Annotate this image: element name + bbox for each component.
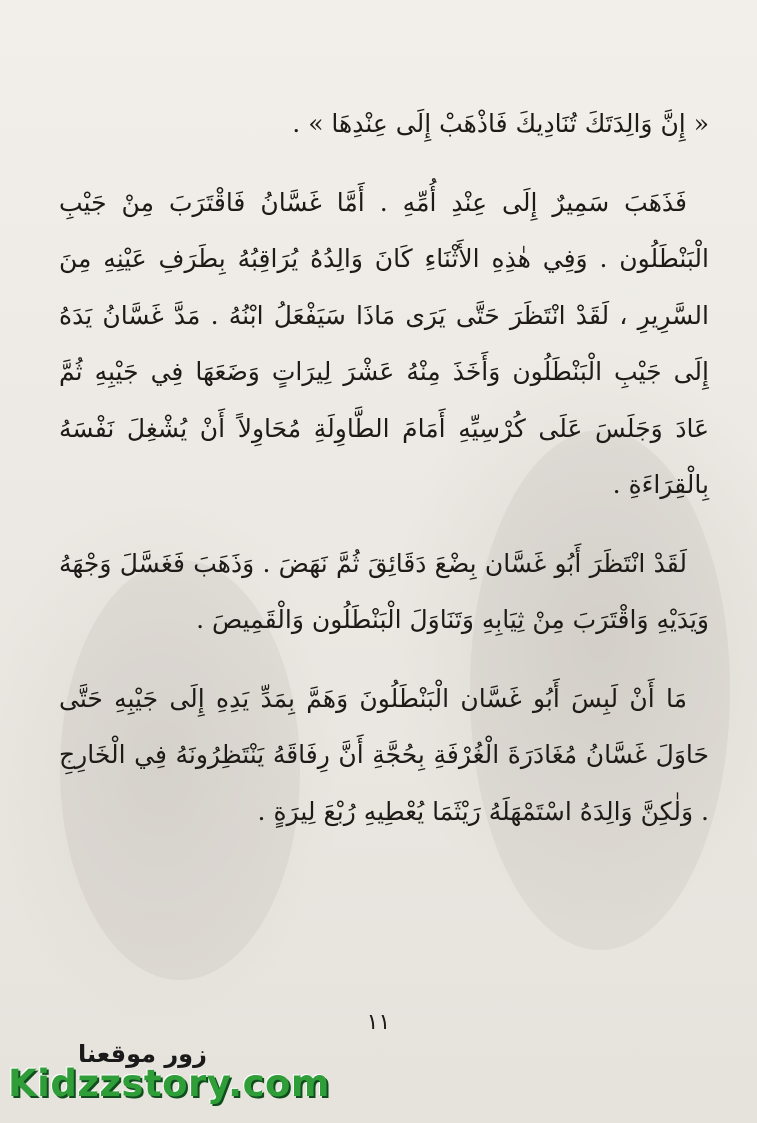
paragraph-4: مَا أَنْ لَبِسَ أَبُو غَسَّان الْبَنْطَلُونَ وَهَمَّ بِمَدِّ يَدِهِ إِلَى جَيْبِهِ حَتَّى حَاوَلَ غَسَّانُ مُغَادَرَةَ الْغُرْفَةِ بِحُجَّةِ أَنَّ رِفَاقَهُ يَنْتَظِرُونَهُ فِي الْخَارِجِ . وَلٰكِنَّ وَالِدَهُ اسْتَمْهَلَهُ رَيْثَمَا يُعْطِيهِ رُبْعَ لِيرَةٍ . (59, 683, 709, 826)
paragraph-3: لَقَدْ انْتَظَرَ أَبُو غَسَّان بِضْعَ دَقَائِقَ ثُمَّ نَهَضَ . وَذَهَبَ فَغَسَّلَ وَجْهَهُ وَيَدَيْهِ وَاقْتَرَبَ مِنْ ثِيَابِهِ وَتَنَاوَلَ الْبَنْطَلُون وَالْقَمِيصَ . (59, 548, 709, 634)
story-text (59, 96, 709, 840)
page-number: ١١ (366, 1010, 391, 1035)
watermark-site-link[interactable]: Kidzzstory.com (8, 1062, 330, 1105)
paragraph-1: « إِنَّ وَالِدَتَكَ تُنَادِيكَ فَاذْهَبْ إِلَى عِنْدِهَا » . (292, 109, 709, 138)
watermark-tagline: زور موقعنا (78, 1040, 207, 1068)
paragraph-2: فَذَهَبَ سَمِيرٌ إِلَى عِنْدِ أُمِّهِ . أَمَّا غَسَّانُ فَاقْتَرَبَ مِنْ جَيْبِ الْبَنْطَلُون . وَفِي هٰذِهِ الأَثْنَاءِ كَانَ وَالِدُهُ يُرَاقِبُهُ بِطَرَفِ عَيْنِهِ مِنَ السَّرِيرِ ، لَقَدْ انْتَظَرَ حَتَّى يَرَى مَاذَا سَيَفْعَلُ ابْنُهُ . مَدَّ غَسَّانُ يَدَهُ إِلَى جَيْبِ الْبَنْطَلُون وَأَخَذَ مِنْهُ عَشْرَ لِيرَاتٍ وَضَعَهَا فِي جَيْبِهِ ثُمَّ عَادَ وَجَلَسَ عَلَى كُرْسِيِّهِ أَمَامَ الطَّاوِلَةِ مُحَاوِلاً أَنْ يُشْغِلَ نَفْسَهُ بِالْقِرَاءَةِ . (59, 187, 709, 499)
